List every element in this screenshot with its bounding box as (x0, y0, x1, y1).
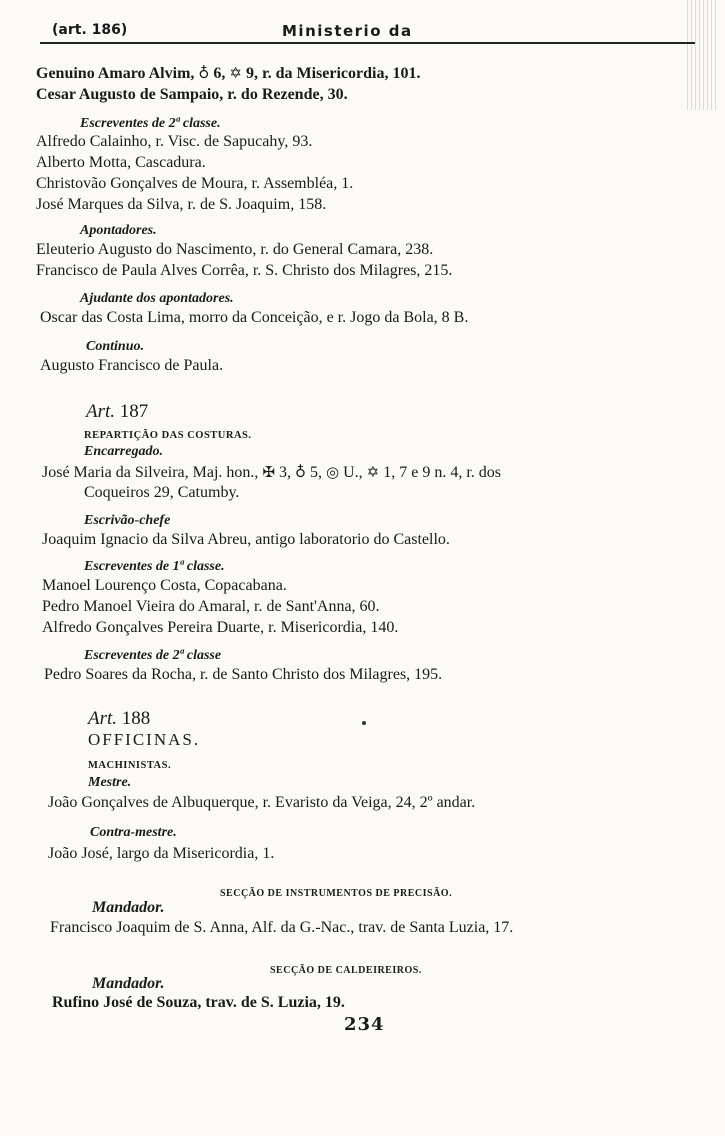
section-reparticao-costuras: REPARTIÇÃO DAS COSTURAS. (84, 430, 252, 441)
heading-encarregado: Encarregado. (84, 444, 163, 459)
entry-manoel-lourenco: Manoel Lourenço Costa, Copacabana. (42, 577, 287, 594)
page-edge-smudge (687, 0, 717, 110)
entry-text: 6, (213, 65, 226, 82)
entry-alfredo-goncalves: Alfredo Gonçalves Pereira Duarte, r. Misericordia, 140. (42, 619, 399, 636)
star-icon: ✡ (366, 463, 380, 481)
heading-mandador-1: Mandador. (92, 899, 165, 916)
entry-joao-jose: João José, largo da Misericordia, 1. (48, 845, 275, 862)
heading-escreventes-2: Escreventes de 2ª classe. (80, 116, 221, 131)
entry-jose-maria-cont: Coqueiros 29, Catumby. (84, 484, 240, 501)
running-head-title: Ministerio da (282, 22, 413, 40)
entry-augusto-francisco: Augusto Francisco de Paula. (40, 357, 224, 374)
entry-alfredo-calainho: Alfredo Calainho, r. Visc. de Sapucahy, 93. (36, 133, 313, 150)
heading-mestre: Mestre. (88, 775, 132, 790)
article-label: Art. (88, 708, 118, 729)
entry-joao-goncalves: João Gonçalves de Albuquerque, r. Evaristo da Veiga, 24, 2º andar. (48, 794, 476, 811)
entry-text: José Maria da Silveira, Maj. hon., (42, 464, 259, 481)
subsection-machinistas: MACHINISTAS. (88, 760, 172, 771)
heading-mandador-2: Mandador. (92, 975, 165, 992)
medal-icon: ♁ (294, 463, 306, 481)
heading-apontadores: Apontadores. (80, 223, 157, 238)
entry-pedro-manoel: Pedro Manoel Vieira do Amaral, r. de Sant'Anna, 60. (42, 598, 380, 615)
entry-rufino: Rufino José de Souza, trav. de S. Luzia, 19. (52, 994, 345, 1011)
entry-text: U., (343, 464, 363, 481)
article-188-heading (88, 709, 150, 729)
heading-ajudante: Ajudante dos apontadores. (80, 291, 234, 306)
article-number: 188 (121, 708, 151, 729)
entry-pedro-soares: Pedro Soares da Rocha, r. de Santo Christo dos Milagres, 195. (44, 666, 443, 683)
section-instrumentos: SECÇÃO DE INSTRUMENTOS DE PRECISÃO. (220, 888, 453, 899)
ink-dot (362, 721, 366, 725)
medal-icon: ♁ (198, 64, 210, 82)
header-rule (40, 42, 695, 44)
heading-escrivao-chefe: Escrivão-chefe (84, 513, 171, 528)
entry-jose-maria (42, 462, 501, 483)
entry-text: 5, (309, 464, 322, 481)
heading-escreventes-1: Escreventes de 1ª classe. (84, 559, 225, 574)
entry-text: 1, 7 e 9 n. 4, r. dos (383, 464, 501, 481)
page-number: 234 (344, 1014, 385, 1035)
star-icon: ✡ (229, 64, 242, 82)
entry-text: Genuino Amaro Alvim, (36, 65, 195, 82)
entry-jose-marques: José Marques da Silva, r. de S. Joaquim, 158. (36, 196, 327, 213)
article-label: Art. (86, 401, 116, 422)
entry-oscar: Oscar das Costa Lima, morro da Conceição, e r. Jogo da Bola, 8 B. (40, 309, 469, 326)
entry-alberto-motta: Alberto Motta, Cascadura. (36, 154, 206, 171)
cross-icon: ✠ (262, 463, 275, 481)
article-number: 187 (119, 401, 149, 422)
entry-text: 3, (278, 464, 291, 481)
entry-cesar: Cesar Augusto de Sampaio, r. do Rezende, 30. (36, 86, 348, 103)
entry-text: 9, r. da Misericordia, 101. (245, 65, 421, 82)
entry-eleuterio: Eleuterio Augusto do Nascimento, r. do General Camara, 238. (36, 241, 434, 258)
heading-contra-mestre: Contra-mestre. (90, 825, 177, 840)
heading-escreventes-2b: Escreventes de 2ª classe (84, 648, 222, 663)
entry-francisco-paula: Francisco de Paula Alves Corrêa, r. S. Christo dos Milagres, 215. (36, 262, 453, 279)
entry-francisco-joaquim: Francisco Joaquim de S. Anna, Alf. da G.-Nac., trav. de Santa Luzia, 17. (50, 919, 514, 936)
article-187-heading (86, 402, 148, 422)
section-officinas: OFFICINAS. (88, 730, 201, 749)
running-head-article: (art. 186) (52, 22, 128, 38)
circle-icon: ◎ (325, 463, 340, 481)
entry-joaquim-ignacio: Joaquim Ignacio da Silva Abreu, antigo laboratorio do Castello. (42, 531, 450, 548)
heading-continuo: Continuo. (86, 339, 144, 354)
entry-christovao: Christovão Gonçalves de Moura, r. Assembléa, 1. (36, 175, 354, 192)
entry-genuino (36, 63, 420, 84)
section-caldeireiros: SECÇÃO DE CALDEIREIROS. (270, 965, 422, 976)
